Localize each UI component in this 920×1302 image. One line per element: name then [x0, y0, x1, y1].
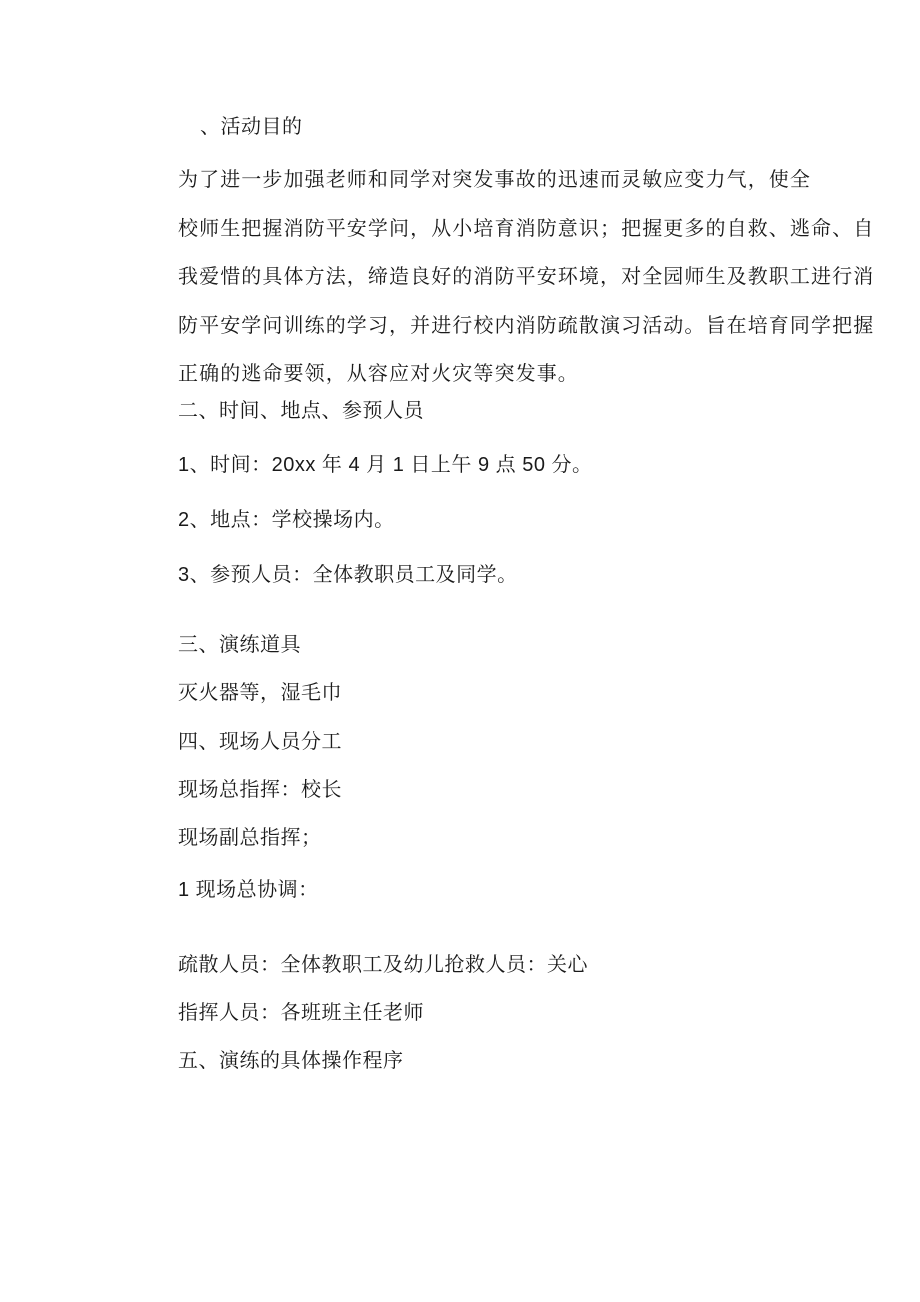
paragraph-line: 校师生把握消防平安学问，从小培育消防意识；把握更多的自救、逃命、自: [178, 215, 875, 240]
directors-item: 指挥人员：各班班主任老师: [178, 1000, 424, 1024]
section-heading-staff-assignment: 四、现场人员分工: [178, 729, 342, 753]
evacuation-staff-item: 疏散人员：全体教职工及幼儿抢救人员：关心: [178, 952, 588, 976]
participants-item: 3、参预人员：全体教职员工及同学。: [178, 564, 518, 586]
paragraph-line: 为了进一步加强老师和同学对突发事故的迅速而灵敏应变力气，使全: [178, 167, 811, 191]
time-item: 1、时间：20xx 年 4 月 1 日上午 9 点 50 分。: [178, 454, 593, 476]
vice-commander-item: 现场副总指挥；: [178, 825, 322, 849]
paragraph-line: 防平安学问训练的学习，并进行校内消防疏散演习活动。旨在培育同学把握: [178, 312, 875, 337]
drill-tools-text: 灭火器等，湿毛巾: [178, 680, 342, 704]
section-heading-time-place-people: 二、时间、地点、参预人员: [178, 398, 424, 422]
paragraph-line: 正确的逃命要领，从容应对火灾等突发事。: [178, 361, 579, 385]
coordinator-item: 1 现场总协调：: [178, 879, 319, 901]
section-heading-purpose: 、活动目的: [200, 114, 303, 138]
purpose-paragraph: [178, 155, 875, 398]
commander-item: 现场总指挥：校长: [178, 777, 342, 801]
section-heading-drill-tools: 三、演练道具: [178, 632, 301, 656]
section-heading-procedure: 五、演练的具体操作程序: [178, 1048, 404, 1072]
place-item: 2、地点：学校操场内。: [178, 509, 395, 531]
paragraph-line: 我爱惜的具体方法，缔造良好的消防平安环境，对全园师生及教职工进行消: [178, 264, 875, 288]
